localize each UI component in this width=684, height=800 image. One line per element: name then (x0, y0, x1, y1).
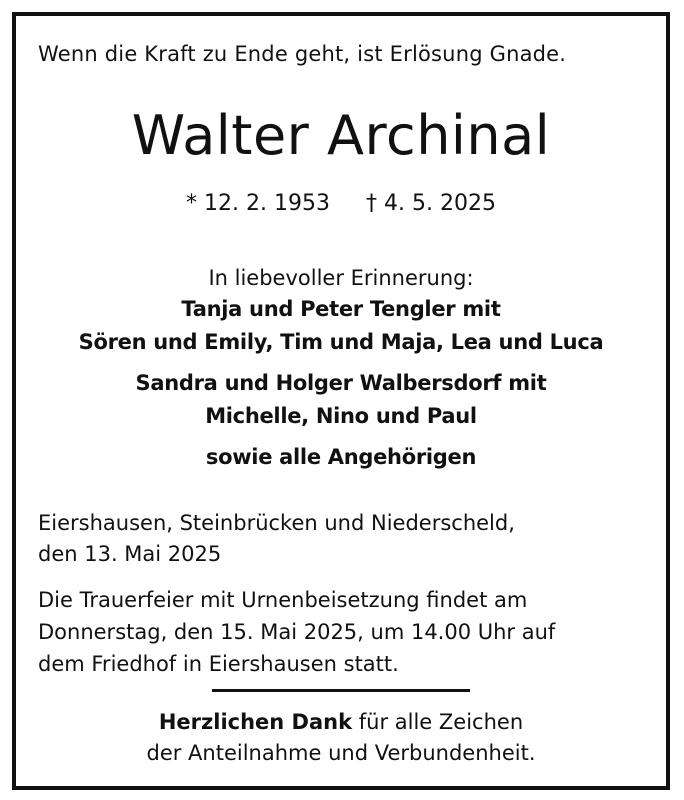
service-line: Die Trauerfeier mit Urnenbeisetzung findet am (38, 588, 528, 612)
thanks-bold: Herzlichen Dank (158, 710, 353, 734)
motto: Wenn die Kraft zu Ende geht, ist Erlösung Gnade. (38, 42, 567, 66)
place-and-date (38, 508, 515, 570)
deceased-name: Walter Archinal (131, 104, 551, 167)
mourner-line: Sandra und Holger Walbersdorf mit (135, 371, 547, 395)
death-date: † 4. 5. 2025 (366, 191, 496, 216)
place-line: Eiershausen, Steinbrücken und Niederscheld, (38, 511, 515, 535)
divider-line (212, 689, 470, 692)
obituary-frame (12, 12, 670, 790)
mourner-line: Michelle, Nino und Paul (205, 404, 477, 428)
thanks-rest: für alle Zeichen (352, 710, 524, 734)
mourner-line: Tanja und Peter Tengler mit (181, 297, 501, 321)
mourners-block (16, 264, 666, 474)
memory-intro: In liebevoller Erinnerung: (208, 266, 474, 290)
service-line: Donnerstag, den 15. Mai 2025, um 14.00 Uhr auf (38, 620, 556, 644)
thanks-line-2: der Anteilnahme und Verbundenheit. (146, 741, 536, 765)
life-dates (16, 191, 666, 216)
date-line: den 13. Mai 2025 (38, 542, 222, 566)
service-line: dem Friedhof in Eiershausen statt. (38, 652, 399, 676)
mourner-line: sowie alle Angehörigen (205, 445, 477, 469)
birth-date: * 12. 2. 1953 (186, 191, 330, 216)
funeral-service-notice (38, 584, 555, 680)
thanks-line-1 (16, 707, 666, 738)
thanks-note (16, 707, 666, 769)
mourner-line: Sören und Emily, Tim und Maja, Lea und Luca (78, 330, 604, 354)
